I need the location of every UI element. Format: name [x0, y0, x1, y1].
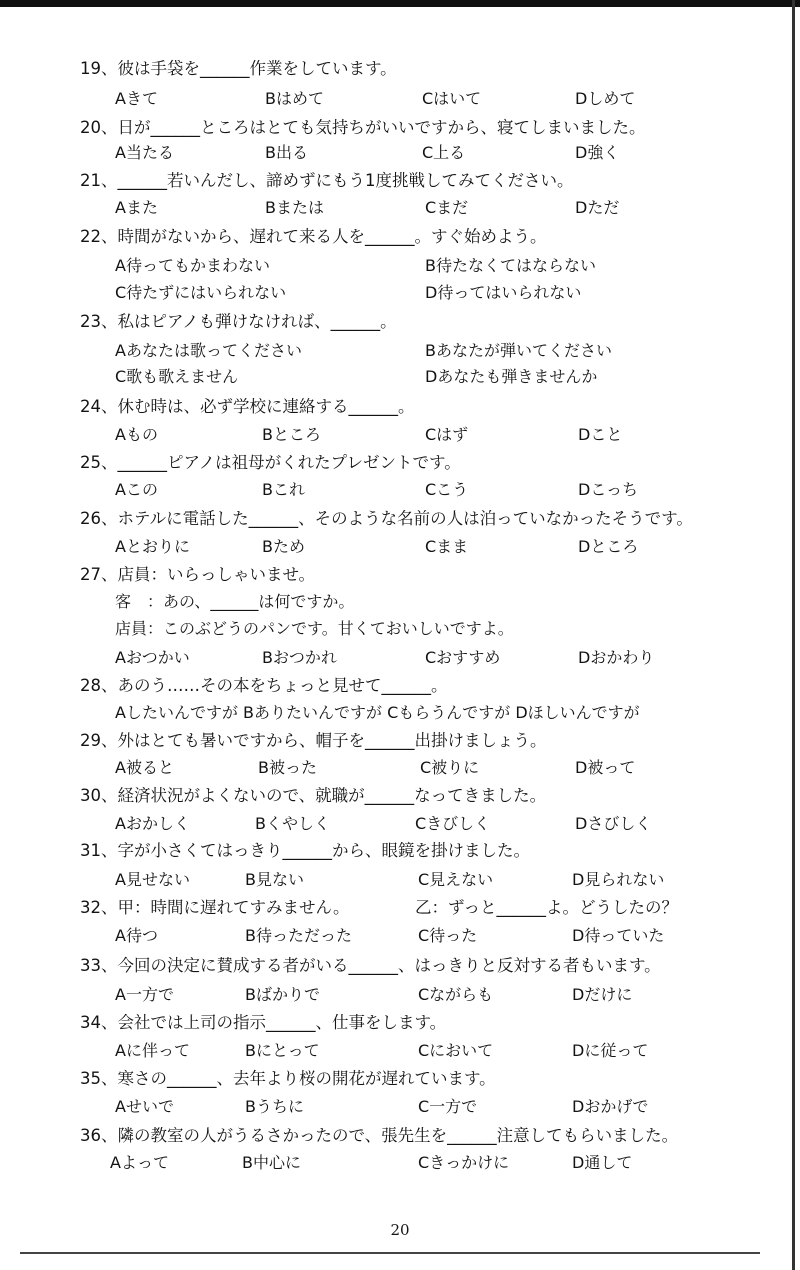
question-36-option-c: Cきっかけに [418, 1153, 510, 1172]
question-27-option-c: Cおすすめ [425, 648, 501, 667]
question-32-option-a: A待つ [115, 926, 158, 945]
question-29-option-c: C被りに [420, 758, 480, 777]
question-19-option-b: Bはめて [265, 89, 324, 108]
question-27-option-b: Bおつかれ [262, 648, 337, 667]
question-25-option-d: Dこっち [578, 480, 639, 499]
question-36-option-a: Aよって [110, 1153, 169, 1172]
question-24-option-c: Cはず [425, 425, 469, 444]
question-26-option-b: Bため [262, 537, 305, 556]
question-23-option-a: Aあなたは歌ってください [115, 341, 302, 360]
question-26-option-d: Dところ [578, 537, 639, 556]
question-35-option-b: Bうちに [245, 1097, 304, 1116]
question-34-option-c: Cにおいて [418, 1041, 494, 1060]
question-20-stem: 20、日が______ところはとても気持ちがいいですから、寝てしまいました。 [80, 118, 646, 137]
question-32-stem-reply: 乙：ずっと______よ。どうしたの？ [415, 898, 679, 917]
question-31-option-d: D見られない [572, 870, 665, 889]
question-36-option-b: B中心に [242, 1153, 301, 1172]
question-35-option-d: Dおかげで [572, 1097, 649, 1116]
question-34-option-b: Bにとって [245, 1041, 320, 1060]
question-32-option-c: C待った [418, 926, 478, 945]
question-30-option-c: Cきびしく [415, 814, 491, 833]
question-32-option-b: B待っただった [245, 926, 352, 945]
question-20-option-b: B出る [265, 143, 308, 162]
question-24-stem: 24、休む時は、必ず学校に連絡する______。 [80, 397, 415, 416]
question-29-option-a: A被ると [115, 758, 174, 777]
top-border-line [0, 0, 800, 7]
question-22-option-c: C待たずにはいられない [115, 283, 287, 302]
question-33-option-b: Bばかりで [245, 985, 320, 1004]
question-23-option-d: Dあなたも弾きませんか [425, 367, 598, 386]
page-number: 20 [390, 1221, 410, 1239]
question-19-option-c: Cはいて [422, 89, 482, 108]
question-22-option-a: A待ってもかまわない [115, 256, 270, 275]
bottom-border-line [20, 1252, 760, 1254]
question-24-option-a: Aもの [115, 425, 158, 444]
question-20-option-a: A当たる [115, 143, 174, 162]
question-33-option-a: A一方で [115, 985, 174, 1004]
question-27-stem: 27、店員：いらっしゃいませ。 [80, 565, 316, 584]
question-21-option-b: Bまたは [265, 198, 324, 217]
question-27-option-d: Dおかわり [578, 648, 655, 667]
question-22-option-d: D待ってはいられない [425, 283, 582, 302]
question-31-option-b: B見ない [245, 870, 304, 889]
question-33-stem: 33、今回の決定に賛成する者がいる______、はっきりと反対する者もいます。 [80, 956, 661, 975]
question-21-option-a: Aまた [115, 198, 158, 217]
right-border-line [792, 0, 795, 1270]
question-31-option-c: C見えない [418, 870, 494, 889]
question-26-option-c: Cまま [425, 537, 469, 556]
question-22-option-b: B待たなくてはならない [425, 256, 596, 275]
question-26-option-a: Aとおりに [115, 537, 190, 556]
question-32-stem: 32、甲：時間に遅れてすみません。 [80, 898, 350, 917]
question-23-option-c: C歌も歌えません [115, 367, 239, 386]
question-25-option-b: Bこれ [262, 480, 305, 499]
question-36-stem: 36、隣の教室の人がうるさかったので、張先生を______注意してもらいました。 [80, 1126, 679, 1145]
question-31-stem: 31、字が小さくてはっきり______から、眼鏡を掛けました。 [80, 841, 530, 860]
question-33-option-d: Dだけに [572, 985, 633, 1004]
question-30-option-b: Bくやしく [255, 814, 330, 833]
question-20-option-d: D強く [575, 143, 620, 162]
question-22-stem: 22、時間がないから、遅れて来る人を______。すぐ始めよう。 [80, 227, 547, 246]
question-30-stem: 30、経済状況がよくないので、就職が______なってきました。 [80, 786, 547, 805]
question-29-option-b: B被った [258, 758, 317, 777]
question-34-stem: 34、会社では上司の指示______、仕事をします。 [80, 1013, 447, 1032]
question-21-stem: 21、______若いんだし、諦めずにもう1度挑戦してみてください。 [80, 171, 574, 190]
question-21-option-c: Cまだ [425, 198, 469, 217]
question-36-option-d: D通して [572, 1153, 633, 1172]
question-35-option-a: Aせいで [115, 1097, 174, 1116]
question-29-option-d: D被って [575, 758, 636, 777]
question-34-option-d: Dに従って [572, 1041, 649, 1060]
question-28-stem: 28、あのう……その本をちょっと見せて______。 [80, 676, 448, 695]
question-24-option-b: Bところ [262, 425, 321, 444]
question-34-option-a: Aに伴って [115, 1041, 190, 1060]
question-25-option-a: Aこの [115, 480, 158, 499]
question-25-option-c: Cこう [425, 480, 469, 499]
question-33-option-c: Cながらも [418, 985, 494, 1004]
question-30-option-d: Dさびしく [575, 814, 652, 833]
question-35-option-c: C一方で [418, 1097, 478, 1116]
question-32-option-d: D待っていた [572, 926, 665, 945]
question-20-option-c: C上る [422, 143, 466, 162]
question-28-options: Aしたいんですが Bありたいんですが Cもらうんですが Dほしいんですが [115, 703, 640, 722]
question-27-dialogue-line-1: 客 ：あの、______は何ですか。 [115, 592, 355, 611]
question-23-option-b: Bあなたが弾いてください [425, 341, 612, 360]
question-29-stem: 29、外はとても暑いですから、帽子を______出掛けましょう。 [80, 731, 547, 750]
question-24-option-d: Dこと [578, 425, 623, 444]
question-30-option-a: Aおかしく [115, 814, 190, 833]
question-19-stem: 19、彼は手袋を______作業をしています。 [80, 59, 397, 78]
question-35-stem: 35、寒さの______、去年より桜の開花が遅れています。 [80, 1069, 496, 1088]
question-19-option-d: Dしめて [575, 89, 636, 108]
question-21-option-d: Dただ [575, 198, 620, 217]
question-27-dialogue-line-2: 店員：このぶどうのパンです。甘くておいしいですよ。 [115, 619, 514, 638]
question-27-option-a: Aおつかい [115, 648, 190, 667]
question-25-stem: 25、______ピアノは祖母がくれたプレゼントです。 [80, 453, 461, 472]
question-19-option-a: Aきて [115, 89, 158, 108]
question-26-stem: 26、ホテルに電話した______、そのような名前の人は泊っていなかったそうです。 [80, 509, 693, 528]
question-31-option-a: A見せない [115, 870, 190, 889]
question-23-stem: 23、私はピアノも弾けなければ、______。 [80, 312, 397, 331]
